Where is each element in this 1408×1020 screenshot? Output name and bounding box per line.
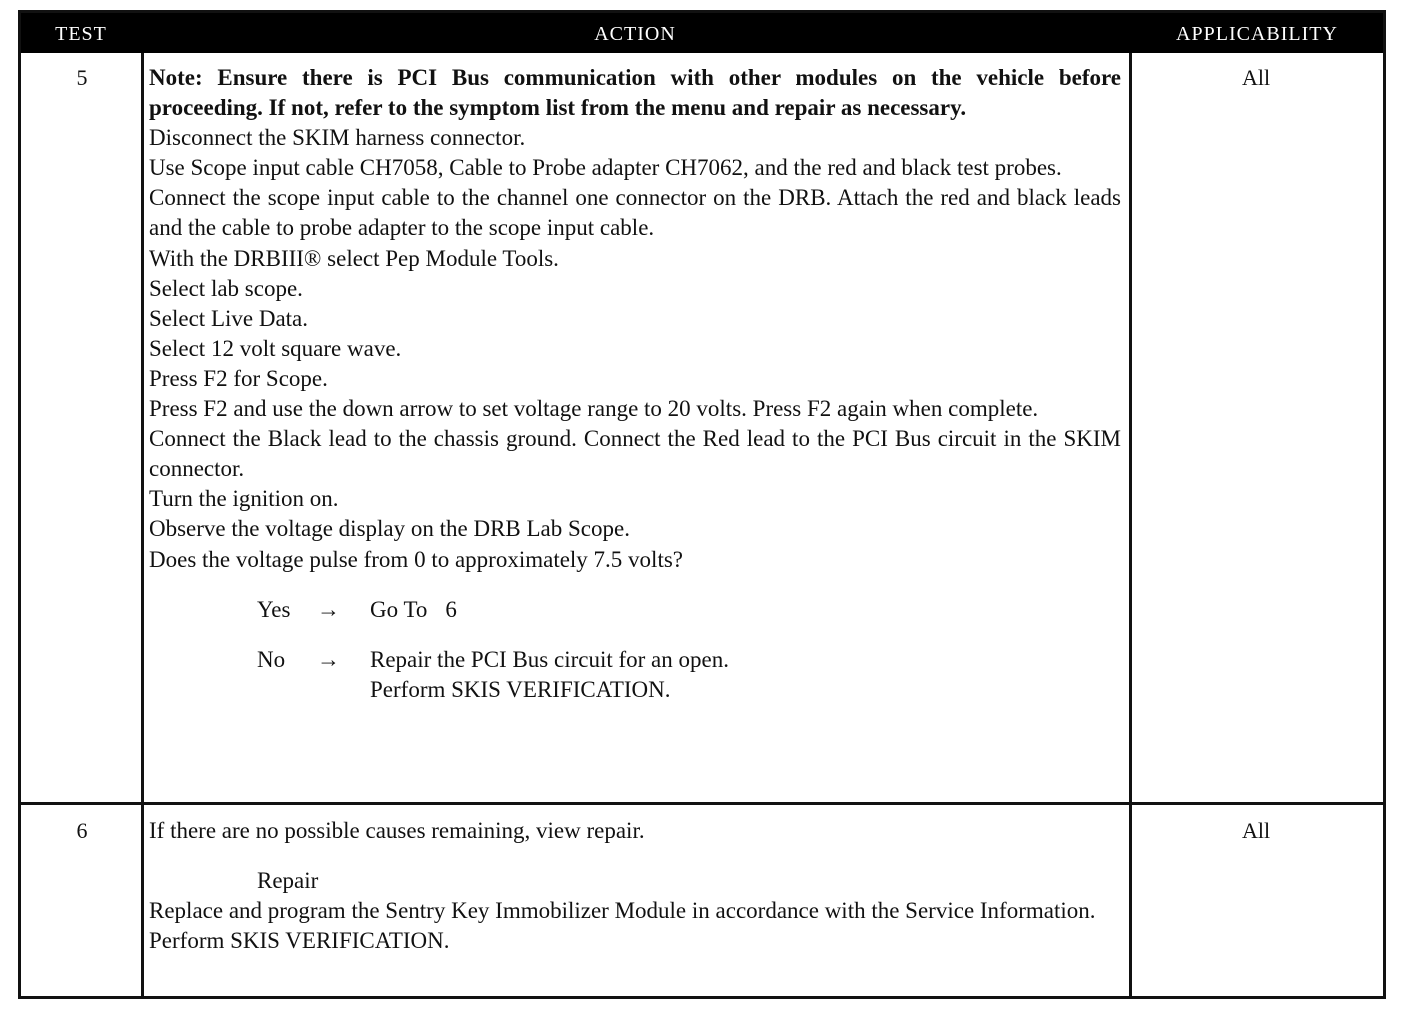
arrow-right-icon: → bbox=[317, 646, 340, 672]
test-number: 6 bbox=[76, 818, 88, 843]
arrow-right-icon: → bbox=[317, 596, 340, 622]
step-text: Connect the scope input cable to the channel one connector on the DRB. Attach the red and black leads and the cable to probe adapter to the scope input cable. bbox=[149, 185, 1121, 241]
no-branch-continued bbox=[149, 675, 1121, 705]
note-text: Note: Ensure there is PCI Bus communication with other modules on the vehicle before proceeding. If not, refer to the symptom list from the menu and repair as necessary. bbox=[149, 65, 1121, 121]
step-text: With the DRBIII® select Pep Module Tools. bbox=[149, 245, 559, 271]
step-text: Turn the ignition on. bbox=[149, 486, 339, 512]
header-applicability: APPLICABILITY bbox=[1176, 23, 1338, 45]
repair-verification: Perform SKIS VERIFICATION. bbox=[149, 928, 450, 954]
step-text: Select 12 volt square wave. bbox=[149, 335, 402, 361]
step-text: Connect the Black lead to the chassis ground. Connect the Red lead to the PCI Bus circuit in the SKIM connector. bbox=[149, 426, 1121, 482]
header-action: ACTION bbox=[594, 23, 676, 45]
test-number: 5 bbox=[76, 65, 88, 90]
step-text: Does the voltage pulse from 0 to approximately 7.5 volts? bbox=[149, 546, 683, 572]
yes-label: Yes bbox=[257, 596, 291, 622]
step-text: Press F2 for Scope. bbox=[149, 365, 328, 391]
step-text: Select Live Data. bbox=[149, 305, 309, 331]
no-result-verification: Perform SKIS VERIFICATION. bbox=[370, 676, 671, 702]
repair-label: Repair bbox=[257, 868, 319, 894]
no-branch bbox=[149, 645, 1121, 675]
goto-target: 6 bbox=[445, 596, 457, 622]
column-divider bbox=[141, 53, 144, 996]
goto-text: Go To bbox=[370, 596, 428, 622]
action-cell bbox=[149, 63, 1121, 705]
intro-text: If there are no possible causes remaining, view repair. bbox=[149, 818, 645, 843]
applicability-value: All bbox=[1241, 65, 1271, 90]
step-text: Disconnect the SKIM harness connector. bbox=[149, 125, 526, 151]
step-text: Press F2 and use the down arrow to set voltage range to 20 volts. Press F2 again when complete. bbox=[149, 396, 1039, 422]
action-cell bbox=[149, 816, 1121, 956]
column-divider bbox=[1129, 53, 1132, 996]
row-divider bbox=[21, 802, 1383, 805]
yes-result bbox=[370, 595, 457, 625]
no-label: No bbox=[257, 646, 286, 672]
applicability-value: All bbox=[1241, 818, 1271, 843]
yes-branch bbox=[149, 595, 1121, 625]
test-table bbox=[18, 10, 1386, 999]
table-header bbox=[21, 13, 1383, 53]
repair-text: Replace and program the Sentry Key Immobilizer Module in accordance with the Service Information. bbox=[149, 898, 1096, 924]
header-test: TEST bbox=[55, 23, 107, 45]
step-text: Use Scope input cable CH7058, Cable to Probe adapter CH7062, and the red and black test probes. bbox=[149, 155, 1062, 181]
step-text: Observe the voltage display on the DRB Lab Scope. bbox=[149, 516, 630, 542]
step-text: Select lab scope. bbox=[149, 275, 303, 301]
no-result: Repair the PCI Bus circuit for an open. bbox=[370, 646, 729, 672]
